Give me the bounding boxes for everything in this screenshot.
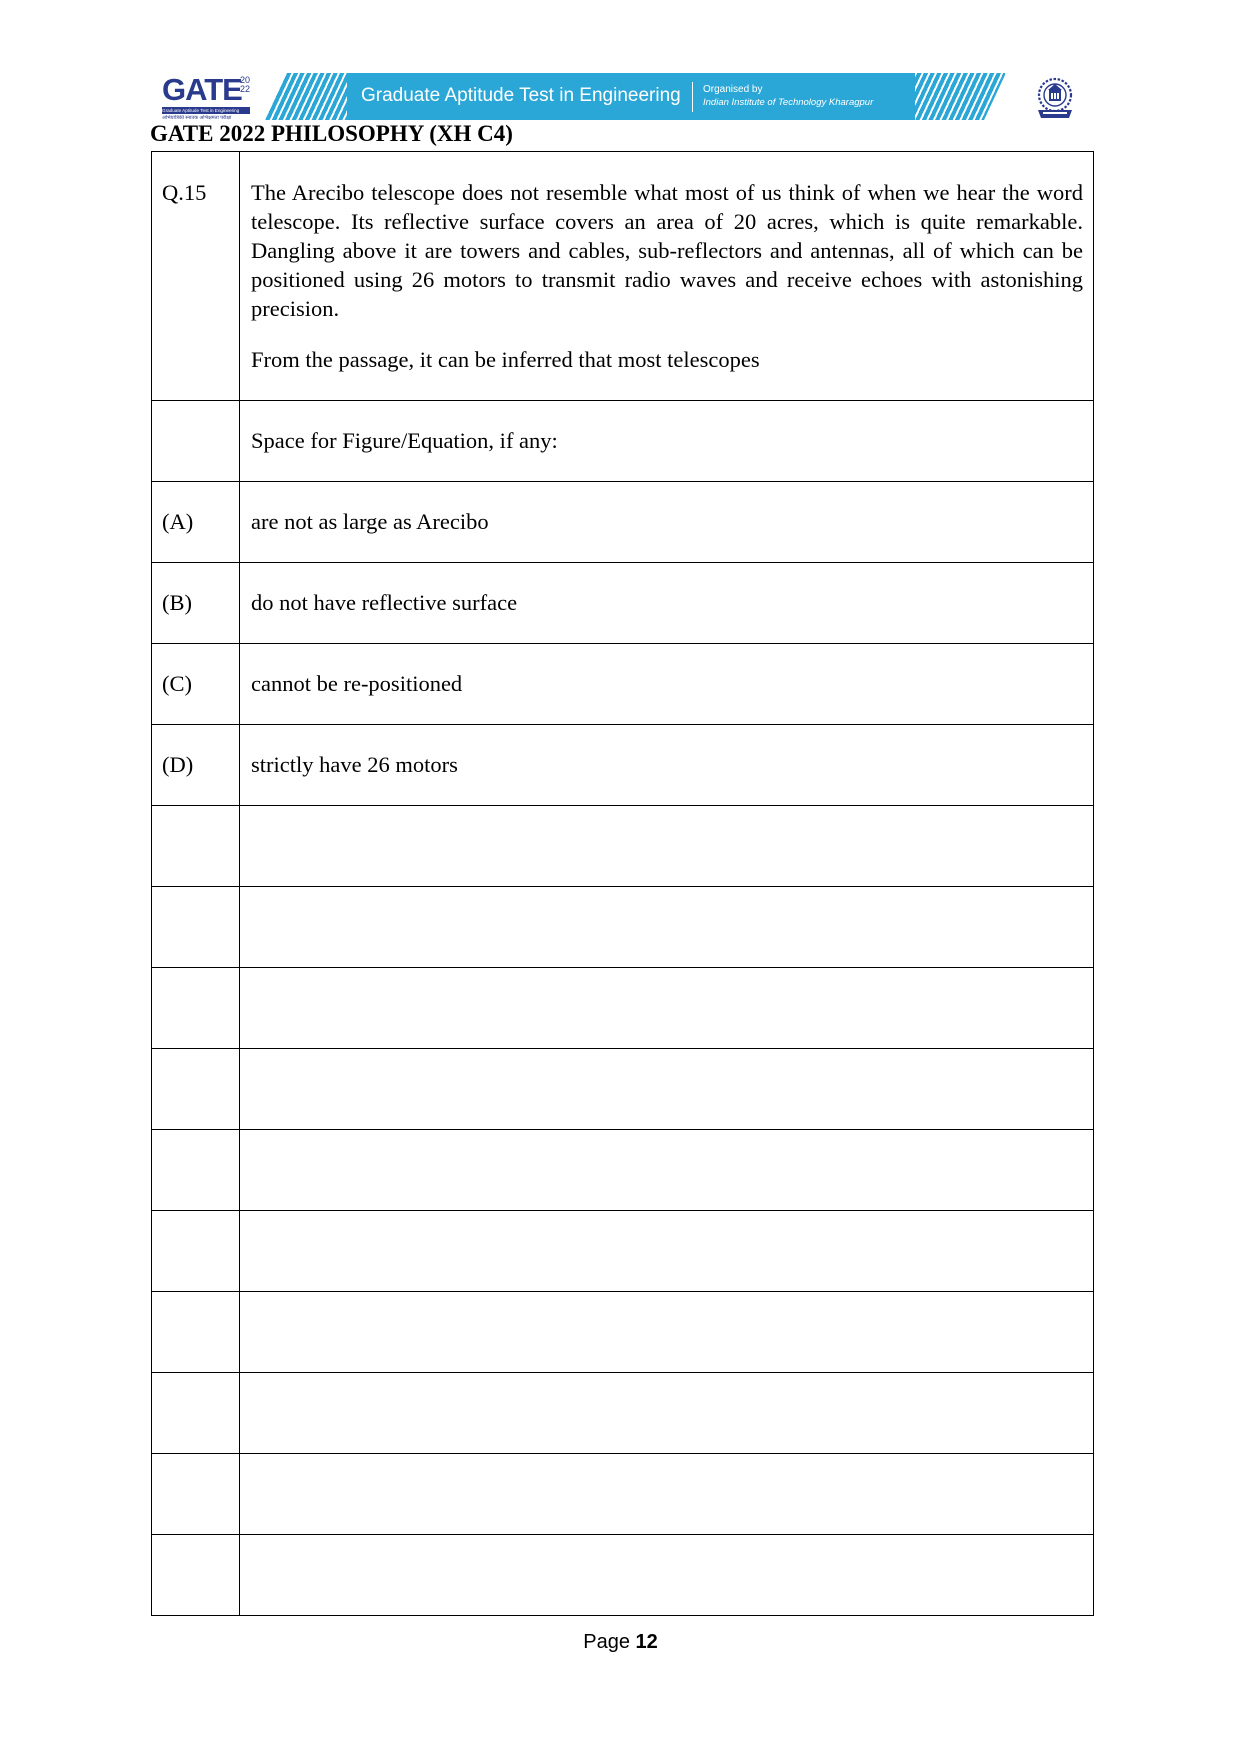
option-label: (A) — [162, 509, 194, 534]
question-passage: The Arecibo telescope does not resemble what most of us think of when we hear the word telescope. Its reflective surface covers an area of 20 acres, which is quite remarkable. Dangling above it are towers and cables, sub-reflectors and antennas, all of which can be positioned using 26 motors to transmit radio waves and receive echoes with astonishing precision. — [251, 180, 1083, 321]
option-label-cell — [152, 563, 240, 644]
option-row-d — [152, 725, 1094, 806]
table-cell — [240, 1535, 1094, 1616]
question-number: Q.15 — [162, 180, 207, 205]
question-prompt: From the passage, it can be inferred that most telescopes — [251, 347, 760, 372]
option-row-c — [152, 644, 1094, 725]
table-cell — [152, 1454, 240, 1535]
table-cell — [240, 968, 1094, 1049]
question-row — [152, 152, 1094, 401]
figure-space-label: Space for Figure/Equation, if any: — [251, 428, 558, 453]
table-cell — [240, 1373, 1094, 1454]
table-cell — [240, 806, 1094, 887]
empty-row — [152, 1373, 1094, 1454]
question-number-cell — [152, 152, 240, 401]
iit-kharagpur-emblem-icon — [1034, 76, 1076, 120]
option-label: (B) — [162, 590, 192, 615]
document-title: GATE 2022 PHILOSOPHY (XH C4) — [150, 121, 513, 146]
option-row-b — [152, 563, 1094, 644]
option-row-a — [152, 482, 1094, 563]
page-number — [0, 1630, 1241, 1654]
option-text: cannot be re-positioned — [251, 671, 463, 696]
empty-row — [152, 1049, 1094, 1130]
table-cell — [152, 401, 240, 482]
table-cell — [152, 968, 240, 1049]
table-cell — [152, 1211, 240, 1292]
empty-row — [152, 1130, 1094, 1211]
empty-row — [152, 887, 1094, 968]
empty-row — [152, 1292, 1094, 1373]
header-banner — [265, 73, 1005, 120]
table-cell — [152, 1373, 240, 1454]
option-label: (D) — [162, 752, 194, 777]
logo-word: GATE — [162, 72, 242, 107]
option-text-cell — [240, 725, 1094, 806]
option-label-cell — [152, 644, 240, 725]
table-cell — [240, 1049, 1094, 1130]
empty-row — [152, 968, 1094, 1049]
empty-row — [152, 1454, 1094, 1535]
figure-space-cell — [240, 401, 1094, 482]
organiser-name: Indian Institute of Technology Kharagpur — [703, 97, 874, 108]
table-cell — [240, 887, 1094, 968]
table-cell — [152, 1130, 240, 1211]
table-cell — [240, 1454, 1094, 1535]
empty-row — [152, 806, 1094, 887]
table-cell — [152, 1049, 240, 1130]
table-cell — [152, 806, 240, 887]
table-cell — [240, 1130, 1094, 1211]
gate-logo — [162, 74, 252, 122]
option-text: strictly have 26 motors — [251, 752, 458, 777]
option-label-cell — [152, 482, 240, 563]
option-text-cell — [240, 644, 1094, 725]
banner-divider — [692, 82, 693, 112]
organised-by-label: Organised by — [703, 84, 763, 95]
table-cell — [240, 1292, 1094, 1373]
empty-row — [152, 1535, 1094, 1616]
table-cell — [152, 1292, 240, 1373]
logo-bar-text: Graduate Aptitude Test in Engineering — [162, 107, 250, 114]
question-text-cell — [240, 152, 1094, 401]
option-text: do not have reflective surface — [251, 590, 518, 615]
empty-row — [152, 1211, 1094, 1292]
banner-title: Graduate Aptitude Test in Engineering — [361, 85, 681, 106]
option-text-cell — [240, 482, 1094, 563]
logo-year: 2022 — [240, 75, 251, 94]
option-label: (C) — [162, 671, 192, 696]
table-cell — [152, 887, 240, 968]
option-text-cell — [240, 563, 1094, 644]
option-text: are not as large as Arecibo — [251, 509, 489, 534]
option-label-cell — [152, 725, 240, 806]
logo-sub-text: अभियांत्रिकी स्नातक अभिक्षमता परीक्षा — [162, 115, 232, 121]
page-number-value: 12 — [635, 1631, 658, 1653]
question-table — [151, 151, 1094, 1616]
table-cell — [240, 1211, 1094, 1292]
figure-space-row — [152, 401, 1094, 482]
page-label: Page — [583, 1631, 630, 1653]
table-cell — [152, 1535, 240, 1616]
